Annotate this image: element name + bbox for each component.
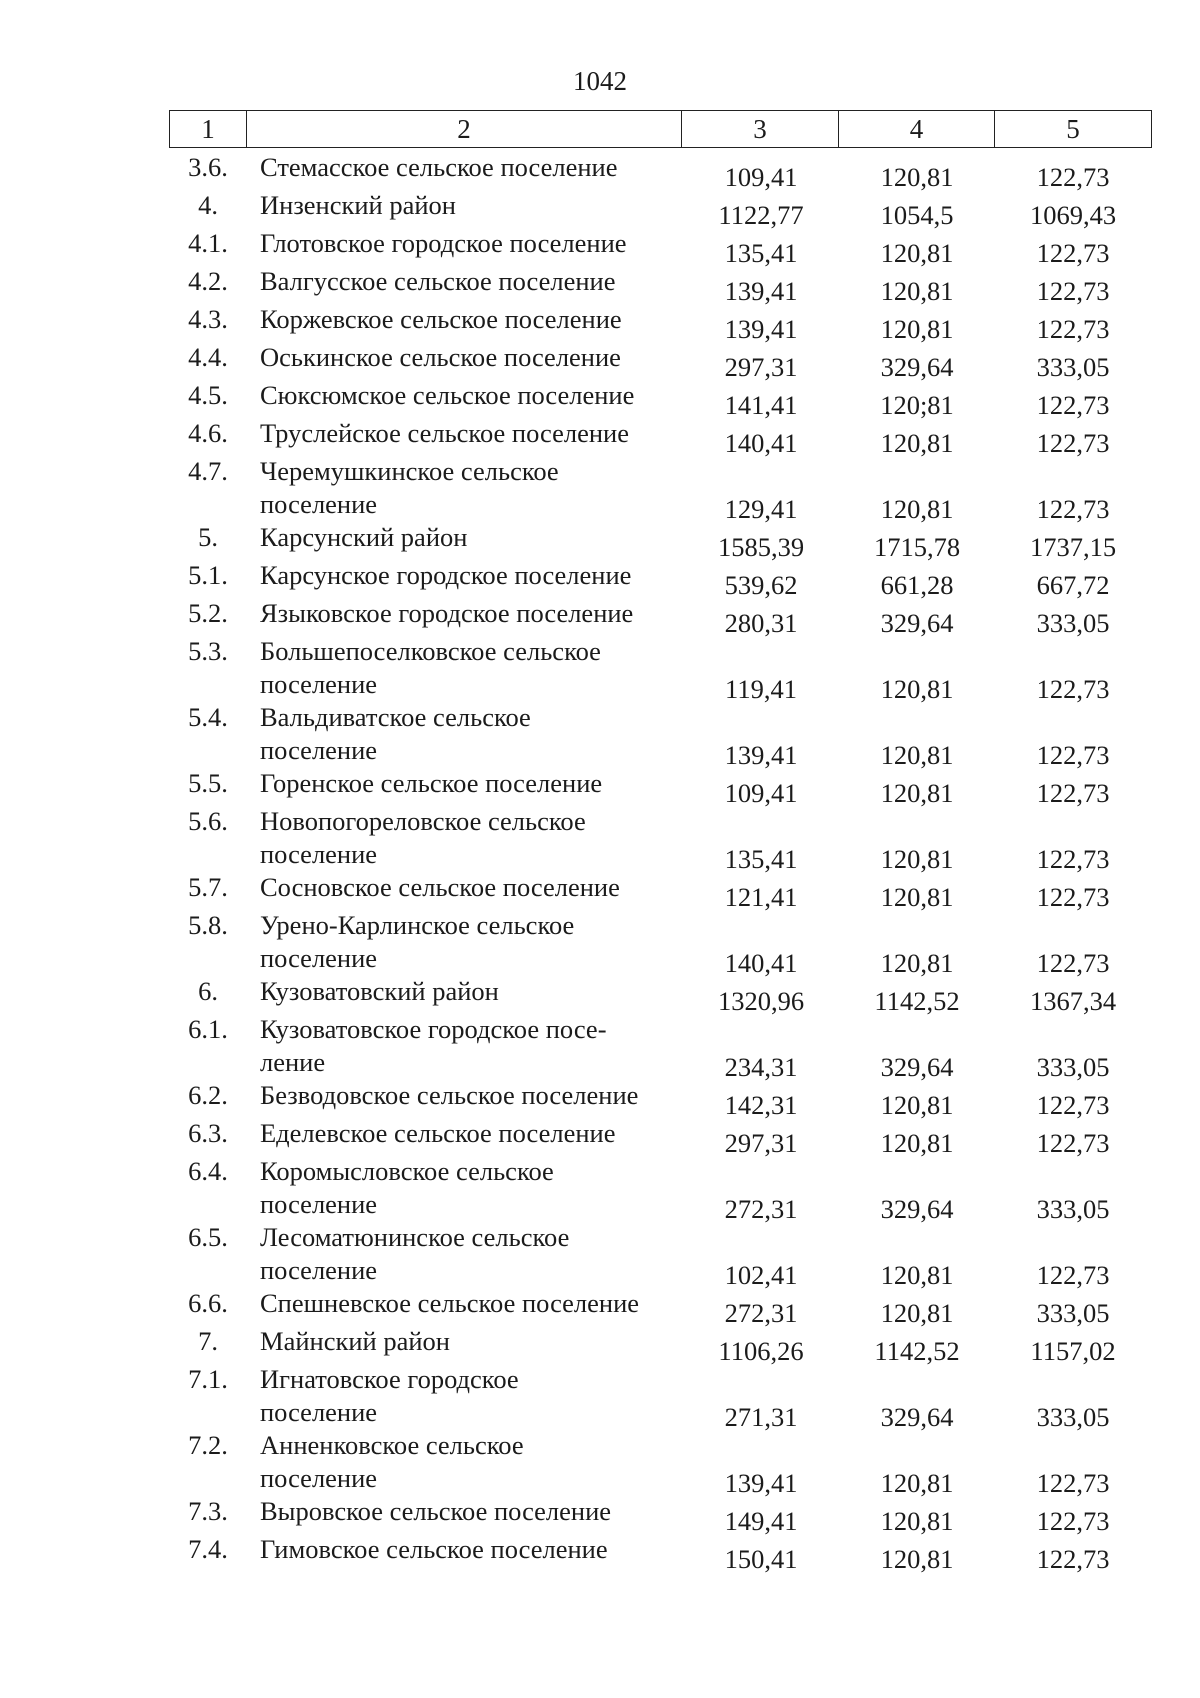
row-value-col4: 329,64 [880, 1052, 954, 1082]
row-number: 5.6. [188, 806, 228, 836]
row-name-line: поселение [260, 1397, 378, 1427]
row-value-col4: 120,81 [880, 882, 954, 912]
row-name-line: Выровское сельское поселение [260, 1496, 612, 1526]
row-name [260, 1013, 680, 1079]
row-number: 6.5. [188, 1222, 228, 1252]
table-row [0, 417, 1200, 458]
row-value-col5: 122,73 [1036, 778, 1110, 808]
row-number: 6.1. [188, 1014, 228, 1044]
row-value-col3: 272,31 [724, 1298, 798, 1328]
row-name [260, 975, 680, 1008]
row-value-col4: 120,81 [880, 162, 954, 192]
row-value-col3: 119,41 [725, 674, 797, 704]
row-value-col5: 333,05 [1036, 608, 1110, 638]
row-name [260, 1363, 680, 1429]
table-row [0, 1221, 1200, 1290]
row-name-line: Коржевское сельское поселение [260, 304, 622, 334]
row-value-col4: 1142,52 [874, 986, 960, 1016]
row-name-line: Вальдиватское сельское [260, 702, 531, 732]
row-value-col3: 297,31 [724, 352, 798, 382]
row-value-col3: 150,41 [724, 1544, 798, 1574]
row-name [260, 1155, 680, 1221]
row-value-col5: 122,73 [1036, 428, 1110, 458]
row-value-col5: 122,73 [1036, 1260, 1110, 1290]
row-number: 5.1. [188, 560, 228, 590]
row-name-line: Большепоселковское сельское [260, 636, 601, 666]
row-name-line: Кузоватовское городское посе- [260, 1014, 607, 1044]
row-name [260, 303, 680, 336]
row-name-line: Спешневское сельское поселение [260, 1288, 640, 1318]
row-value-col5: 1069,43 [1029, 200, 1117, 230]
row-name-line: поселение [260, 1463, 378, 1493]
row-name [260, 1533, 680, 1566]
table-row [0, 1079, 1200, 1120]
row-value-col5: 122,73 [1036, 390, 1110, 420]
row-name-line: Стемасское сельское поселение [260, 152, 618, 182]
row-number: 5. [198, 522, 218, 552]
row-value-col5: 122,73 [1036, 1468, 1110, 1498]
row-value-col3: 297,31 [724, 1128, 798, 1158]
row-name [260, 455, 680, 521]
table-row [0, 521, 1200, 562]
row-value-col3: 1585,39 [717, 532, 805, 562]
table-body [0, 151, 1200, 1574]
row-value-col5: 122,73 [1036, 1090, 1110, 1120]
row-value-col5: 122,73 [1036, 238, 1110, 268]
row-name [260, 701, 680, 767]
row-value-col4: 120,81 [880, 276, 954, 306]
table-row [0, 1013, 1200, 1082]
row-number: 5.8. [188, 910, 228, 940]
table-row [0, 1155, 1200, 1224]
row-name [260, 189, 680, 222]
table-row [0, 151, 1200, 192]
row-name-line: Новопогореловское сельское [260, 806, 586, 836]
row-name-line: Сюксюмское сельское поселение [260, 380, 635, 410]
row-name [260, 379, 680, 412]
row-value-col3: 102,41 [724, 1260, 798, 1290]
row-value-col5: 122,73 [1036, 882, 1110, 912]
table-row [0, 559, 1200, 600]
row-value-col3: 139,41 [724, 1468, 798, 1498]
row-name-line: Инзенский район [260, 190, 456, 220]
row-value-col4: 120,81 [880, 1128, 954, 1158]
row-value-col5: 1157,02 [1030, 1336, 1116, 1366]
row-number: 4. [198, 190, 218, 220]
table-row [0, 871, 1200, 912]
row-value-col4: 120,81 [880, 1506, 954, 1536]
row-name-line: Безводовское сельское поселение [260, 1080, 639, 1110]
row-value-col5: 1367,34 [1029, 986, 1117, 1016]
row-value-col5: 122,73 [1036, 674, 1110, 704]
row-value-col4: 329,64 [880, 608, 954, 638]
row-name [260, 767, 680, 800]
row-number: 4.1. [188, 228, 228, 258]
table-row [0, 805, 1200, 874]
row-name-line: Горенское сельское поселение [260, 768, 603, 798]
row-value-col4: 120;81 [880, 390, 954, 420]
row-number: 5.5. [188, 768, 228, 798]
row-value-col3: 139,41 [724, 740, 798, 770]
row-name [260, 417, 680, 450]
table-row [0, 767, 1200, 808]
row-value-col5: 122,73 [1036, 494, 1110, 524]
row-name-line: Карсунское городское поселение [260, 560, 632, 590]
row-value-col4: 120,81 [880, 1298, 954, 1328]
column-header-5: 5 [995, 111, 1152, 148]
row-value-col3: 234,31 [724, 1052, 798, 1082]
row-name-line: Игнатовское городское [260, 1364, 519, 1394]
row-value-col3: 271,31 [724, 1402, 798, 1432]
row-number: 4.3. [188, 304, 228, 334]
row-name [260, 909, 680, 975]
row-number: 6.6. [188, 1288, 228, 1318]
row-value-col4: 661,28 [880, 570, 954, 600]
row-number: 4.2. [188, 266, 228, 296]
row-name [260, 1495, 680, 1528]
row-value-col3: 142,31 [724, 1090, 798, 1120]
row-value-col3: 539,62 [724, 570, 798, 600]
column-header-1: 1 [170, 111, 247, 148]
row-value-col4: 1142,52 [874, 1336, 960, 1366]
column-header-row [169, 110, 1152, 148]
row-name-line: Оськинское сельское поселение [260, 342, 621, 372]
row-name [260, 1287, 680, 1320]
row-value-col5: 122,73 [1036, 1544, 1110, 1574]
row-value-col4: 120,81 [880, 494, 954, 524]
row-number: 7. [198, 1326, 218, 1356]
row-name [260, 341, 680, 374]
row-value-col5: 122,73 [1036, 948, 1110, 978]
table-row [0, 635, 1200, 704]
row-number: 5.4. [188, 702, 228, 732]
row-name [260, 635, 680, 701]
row-name-line: Черемушкинское сельское [260, 456, 559, 486]
row-value-col5: 122,73 [1036, 740, 1110, 770]
table-row [0, 303, 1200, 344]
row-value-col4: 329,64 [880, 1194, 954, 1224]
row-number: 7.2. [188, 1430, 228, 1460]
row-name-line: Языковское городское поселение [260, 598, 634, 628]
row-name-line: Кузоватовский район [260, 976, 499, 1006]
row-value-col3: 1122,77 [718, 200, 804, 230]
row-value-col4: 120,81 [880, 844, 954, 874]
row-value-col5: 122,73 [1036, 276, 1110, 306]
table-row [0, 1325, 1200, 1366]
row-value-col5: 122,73 [1036, 162, 1110, 192]
row-value-col3: 109,41 [724, 778, 798, 808]
row-name-line: Труслейское сельское поселение [260, 418, 629, 448]
row-value-col5: 333,05 [1036, 1052, 1110, 1082]
row-value-col3: 139,41 [724, 276, 798, 306]
row-value-col5: 122,73 [1036, 314, 1110, 344]
row-value-col4: 1054,5 [880, 200, 954, 230]
row-value-col5: 1737,15 [1029, 532, 1117, 562]
row-name [260, 1221, 680, 1287]
row-name-line: поселение [260, 669, 378, 699]
row-name-line: ление [260, 1047, 326, 1077]
row-name-line: Урено-Карлинское сельское [260, 910, 575, 940]
column-header-2: 2 [247, 111, 682, 148]
row-number: 5.7. [188, 872, 228, 902]
row-value-col3: 121,41 [724, 882, 798, 912]
row-value-col4: 120,81 [880, 1260, 954, 1290]
row-value-col3: 1320,96 [717, 986, 805, 1016]
table-row [0, 975, 1200, 1016]
row-value-col5: 667,72 [1036, 570, 1110, 600]
row-value-col4: 120,81 [880, 1468, 954, 1498]
row-number: 6. [198, 976, 218, 1006]
row-name-line: поселение [260, 1189, 378, 1219]
row-number: 6.4. [188, 1156, 228, 1186]
row-name-line: Коромысловское сельское [260, 1156, 554, 1186]
row-name-line: поселение [260, 735, 378, 765]
row-number: 6.3. [188, 1118, 228, 1148]
row-name [260, 559, 680, 592]
row-value-col3: 141,41 [724, 390, 798, 420]
row-name-line: Карсунский район [260, 522, 468, 552]
row-value-col5: 122,73 [1036, 1128, 1110, 1158]
row-name [260, 805, 680, 871]
row-name [260, 597, 680, 630]
table-row [0, 1117, 1200, 1158]
row-name [260, 521, 680, 554]
table-row [0, 227, 1200, 268]
row-value-col3: 139,41 [724, 314, 798, 344]
row-name-line: поселение [260, 943, 378, 973]
table-row [0, 909, 1200, 978]
row-name-line: поселение [260, 489, 378, 519]
row-name-line: Анненковское сельское [260, 1430, 524, 1460]
row-number: 5.2. [188, 598, 228, 628]
row-name-line: Сосновское сельское поселение [260, 872, 620, 902]
row-number: 7.1. [188, 1364, 228, 1394]
row-value-col3: 280,31 [724, 608, 798, 638]
row-number: 4.7. [188, 456, 228, 486]
row-name [260, 871, 680, 904]
row-value-col4: 120,81 [880, 314, 954, 344]
row-name-line: поселение [260, 839, 378, 869]
row-value-col3: 129,41 [724, 494, 798, 524]
row-value-col3: 272,31 [724, 1194, 798, 1224]
row-number: 6.2. [188, 1080, 228, 1110]
row-value-col4: 120,81 [880, 948, 954, 978]
row-value-col5: 333,05 [1036, 1194, 1110, 1224]
row-value-col4: 120,81 [880, 778, 954, 808]
row-name-line: Майнский район [260, 1326, 450, 1356]
table-row [0, 701, 1200, 770]
table-row [0, 1363, 1200, 1432]
table-row [0, 265, 1200, 306]
row-number: 3.6. [188, 152, 228, 182]
table-row [0, 597, 1200, 638]
table-row [0, 379, 1200, 420]
row-name [260, 151, 680, 184]
row-number: 4.5. [188, 380, 228, 410]
table-row [0, 1495, 1200, 1536]
table-row [0, 1533, 1200, 1574]
row-value-col4: 329,64 [880, 352, 954, 382]
row-name-line: Еделевское сельское поселение [260, 1118, 616, 1148]
row-value-col4: 120,81 [880, 1544, 954, 1574]
row-value-col5: 333,05 [1036, 352, 1110, 382]
row-name [260, 1079, 680, 1112]
row-name-line: Лесоматюнинское сельское [260, 1222, 570, 1252]
table-row [0, 1429, 1200, 1498]
row-name-line: Валгусское сельское поселение [260, 266, 616, 296]
row-value-col4: 120,81 [880, 238, 954, 268]
row-value-col4: 120,81 [880, 428, 954, 458]
column-header-4: 4 [839, 111, 995, 148]
row-number: 7.3. [188, 1496, 228, 1526]
row-name-line: Гимовское сельское поселение [260, 1534, 608, 1564]
row-value-col4: 120,81 [880, 1090, 954, 1120]
row-value-col4: 329,64 [880, 1402, 954, 1432]
row-value-col5: 333,05 [1036, 1298, 1110, 1328]
row-value-col3: 140,41 [724, 428, 798, 458]
table-row [0, 1287, 1200, 1328]
row-value-col5: 122,73 [1036, 844, 1110, 874]
row-value-col3: 135,41 [724, 238, 798, 268]
row-value-col3: 1106,26 [718, 1336, 804, 1366]
row-value-col5: 122,73 [1036, 1506, 1110, 1536]
row-name-line: поселение [260, 1255, 378, 1285]
row-number: 5.3. [188, 636, 228, 666]
row-name [260, 1325, 680, 1358]
row-value-col3: 140,41 [724, 948, 798, 978]
row-number: 4.4. [188, 342, 228, 372]
row-value-col3: 135,41 [724, 844, 798, 874]
row-number: 7.4. [188, 1534, 228, 1564]
row-name [260, 1429, 680, 1495]
row-name-line: Глотовское городское поселение [260, 228, 627, 258]
row-value-col3: 149,41 [724, 1506, 798, 1536]
row-value-col4: 1715,78 [873, 532, 961, 562]
table-row [0, 455, 1200, 524]
table-row [0, 189, 1200, 230]
row-value-col4: 120,81 [880, 674, 954, 704]
row-value-col3: 109,41 [724, 162, 798, 192]
row-number: 4.6. [188, 418, 228, 448]
row-name [260, 1117, 680, 1150]
table-row [0, 341, 1200, 382]
row-value-col5: 333,05 [1036, 1402, 1110, 1432]
row-value-col4: 120,81 [880, 740, 954, 770]
page-number: 1042 [573, 66, 627, 96]
row-name [260, 227, 680, 260]
column-header-3: 3 [682, 111, 839, 148]
row-name [260, 265, 680, 298]
